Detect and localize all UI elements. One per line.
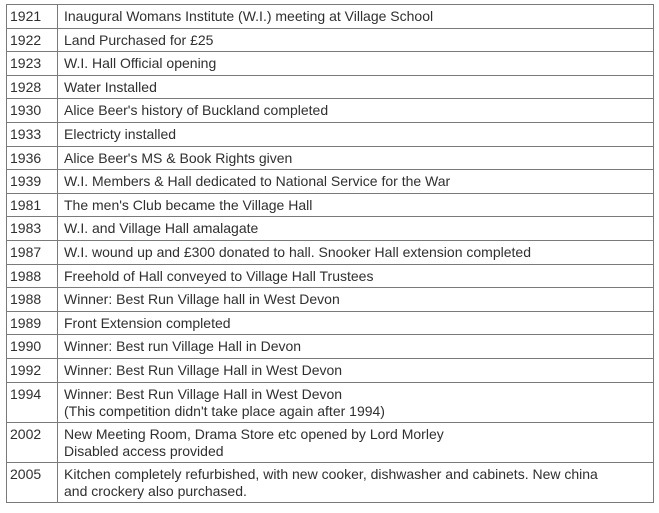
event-cell (58, 99, 654, 123)
event-text: and crockery also purchased. (64, 482, 247, 499)
event-text: Kitchen completely refurbished, with new cooker, dishwasher and cabinets. New china (64, 465, 598, 482)
event-cell (58, 335, 654, 359)
event-cell (58, 240, 654, 264)
year-cell: 1981 (7, 193, 58, 217)
table-row (7, 264, 654, 288)
event-text: Electricty installed (64, 125, 177, 142)
event-cell (58, 5, 654, 29)
table-row (7, 462, 654, 502)
year-cell: 2005 (7, 462, 58, 502)
event-cell (58, 264, 654, 288)
event-text: Winner: Best Run Village Hall in West Devon (64, 385, 343, 402)
event-cell (58, 170, 654, 194)
year-cell: 1921 (7, 5, 58, 29)
event-text: Inaugural Womans Institute (W.I.) meeting at Village School (64, 8, 434, 24)
year-cell: 1994 (7, 382, 58, 422)
year-cell: 1987 (7, 240, 58, 264)
event-text: W.I. Hall Official opening (64, 55, 217, 72)
event-text: Alice Beer's MS & Book Rights given (64, 149, 293, 166)
event-text: Water Installed (64, 78, 157, 95)
event-text: W.I. and Village Hall amalagate (64, 220, 259, 237)
table-row (7, 146, 654, 170)
event-text: Disabled access provided (64, 442, 224, 459)
event-text: W.I. Members & Hall dedicated to National Service for the War (64, 173, 451, 190)
table-row (7, 335, 654, 359)
table-row (7, 217, 654, 241)
event-cell (58, 52, 654, 76)
event-cell (58, 28, 654, 52)
year-cell: 2002 (7, 422, 58, 462)
event-cell (58, 122, 654, 146)
event-cell (58, 311, 654, 335)
year-cell: 1983 (7, 217, 58, 241)
table-row (7, 288, 654, 312)
event-cell (58, 217, 654, 241)
event-text: Freehold of Hall conveyed to Village Hall Trustees (64, 267, 374, 284)
event-text: Land Purchased for £25 (64, 31, 214, 48)
table-row (7, 422, 654, 462)
table-row (7, 5, 654, 29)
year-cell: 1922 (7, 28, 58, 52)
event-text: Front Extension completed (64, 314, 231, 331)
table-row (7, 358, 654, 382)
event-text: New Meeting Room, Drama Store etc opened by Lord Morley (64, 425, 444, 442)
year-cell: 1990 (7, 335, 58, 359)
year-cell: 1988 (7, 264, 58, 288)
event-text: Winner: Best Run Village Hall in West Devon (64, 361, 343, 378)
table-row (7, 170, 654, 194)
event-text: The men's Club became the Village Hall (64, 196, 313, 213)
event-cell (58, 382, 654, 422)
event-text: Alice Beer's history of Buckland completed (64, 102, 329, 119)
event-text: W.I. wound up and £300 donated to hall. Snooker Hall extension completed (64, 243, 531, 260)
year-cell: 1992 (7, 358, 58, 382)
year-cell: 1933 (7, 122, 58, 146)
year-cell: 1923 (7, 52, 58, 76)
table-row (7, 99, 654, 123)
year-cell: 1930 (7, 99, 58, 123)
event-cell (58, 288, 654, 312)
table-row (7, 75, 654, 99)
event-cell (58, 358, 654, 382)
history-table (6, 4, 654, 503)
event-cell (58, 75, 654, 99)
table-row (7, 382, 654, 422)
table-row (7, 240, 654, 264)
event-cell (58, 462, 654, 502)
year-cell: 1988 (7, 288, 58, 312)
year-cell: 1928 (7, 75, 58, 99)
event-cell (58, 422, 654, 462)
year-cell: 1939 (7, 170, 58, 194)
table-row (7, 311, 654, 335)
event-cell (58, 193, 654, 217)
event-cell (58, 146, 654, 170)
table-row (7, 122, 654, 146)
year-cell: 1989 (7, 311, 58, 335)
year-cell: 1936 (7, 146, 58, 170)
history-table-body (7, 5, 654, 503)
event-text: (This competition didn't take place again after 1994) (64, 402, 385, 419)
event-text: Winner: Best Run Village hall in West Devon (64, 291, 340, 308)
table-row (7, 28, 654, 52)
event-text: Winner: Best run Village Hall in Devon (64, 338, 302, 355)
table-row (7, 193, 654, 217)
table-row (7, 52, 654, 76)
